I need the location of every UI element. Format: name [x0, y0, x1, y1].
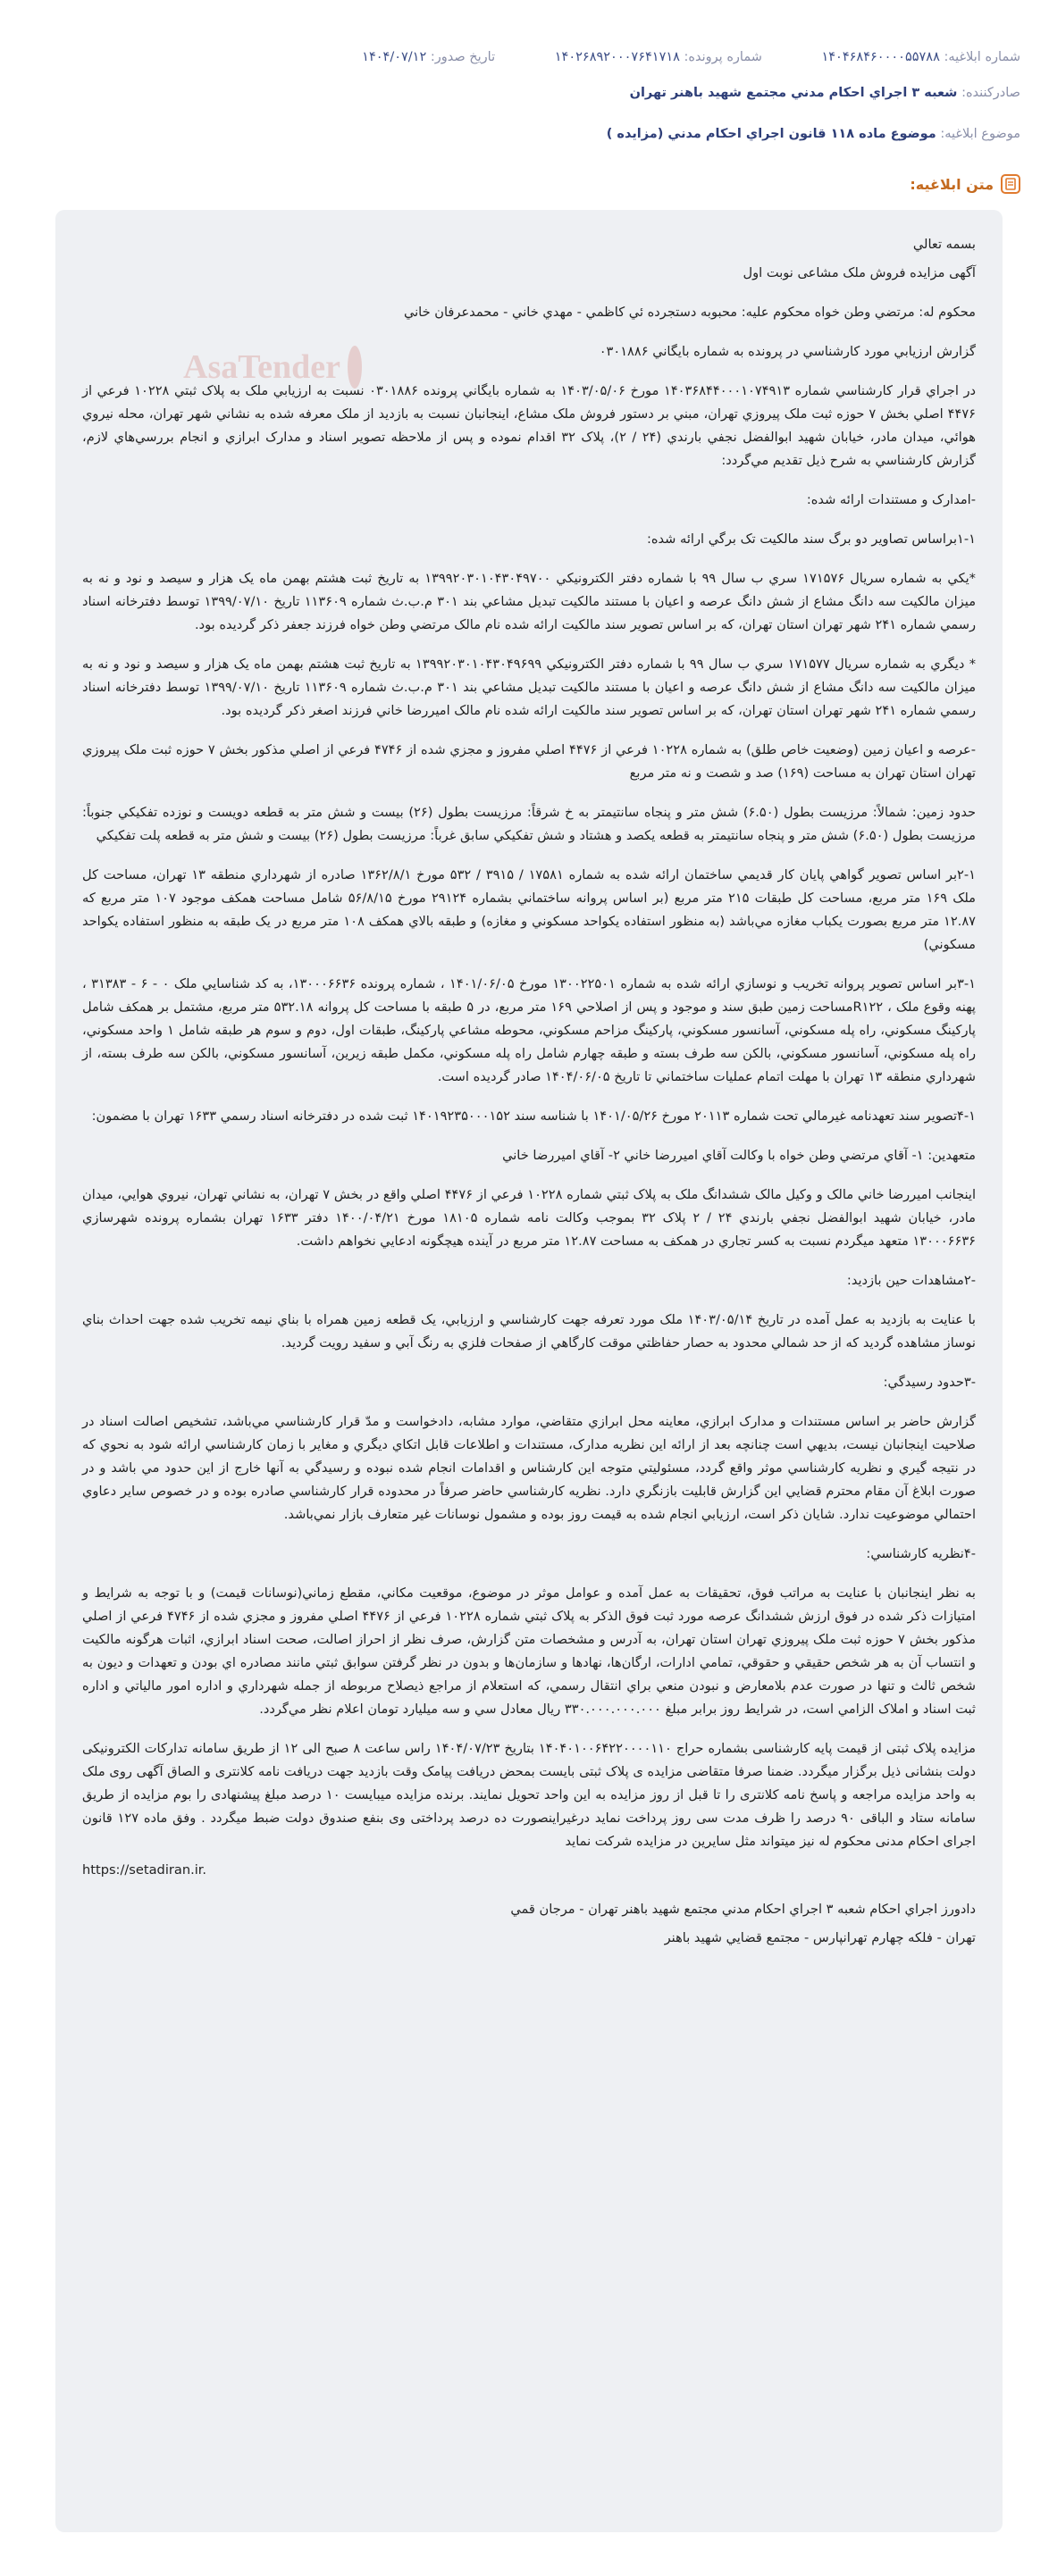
- notice-number-label: شماره ابلاغیه:: [944, 50, 1020, 64]
- body-paragraph-address: تهران - فلکه چهارم تهرانپارس - مجتمع قضايي شهيد باهنر: [664, 1930, 976, 1945]
- body-paragraph-headline: آگهی مزايده فروش ملک مشاعی نوبت اول: [743, 265, 976, 280]
- document-icon: [1001, 174, 1020, 194]
- body-paragraph-permit: ۳-۱بر اساس تصوير پروانه تخريب و نوسازي ارائه شده به شماره ۱۳۰۰۲۲۵۰۱ مورخ ۱۴۰۱/۰۶/۰۵ ، شماره پرونده ۱۳۰۰۰۶۶۳۶، به کد شناسايي ملک ۰ - ۶ - ۳۱۳۸۳ ، پهنه وقوع ملک ، R۱۲۲مساحت زمين طبق سند و موجود و پس از اصلاحي ۱۶۹ متر مربع، در ۵ طبقه با مساحت کل پروانه ۵۳۲.۱۸ متر مربع، مشتمل بر همکف شامل پارکينگ مسکوني، راه پله مسکوني، آسانسور مسکوني، پارکينگ مزاحم مسکوني، محوطه مشاعي پارکينگ، طبقات اول، دوم و سوم هر طبقه شامل ۱ واحد مسکوني، راه پله مسکوني، آسانسور مسکوني، بالکن سه طرف بسته و طبقه چهارم شامل راه پله مسکوني، مکمل طبقه زيرين، آسانسور مسکوني، بالکن سه طرف بسته، از شهرداري منطقه ۱۳ تهران با مهلت اتمام عمليات ساختماني تا تاريخ ۱۴۰۴/۰۶/۰۵ صادر گرديده است.: [82, 976, 976, 1084]
- case-number-label: شماره پرونده:: [684, 50, 762, 64]
- setadiran-link-text[interactable]: https://setadiran.ir.: [82, 1862, 207, 1878]
- body-paragraph-intro: در اجراي قرار کارشناسي شماره ۱۴۰۳۶۸۴۴۰۰۰۱۰۷۴۹۱۳ مورخ ۱۴۰۳/۰۵/۰۶ به شماره بايگاني پرونده ۰۳۰۱۸۸۶ نسبت به ارزيابي ملک به پلاک ثبتي ۱۰۲۲۸ فرعي از ۴۴۷۶ اصلي بخش ۷ حوزه ثبت ملک پيروزي تهران، مبني بر دستور فروش ملک مشاع، اينجانبان نسبت به بازديد از ملک معرفه شده به نشاني شهر تهران، محله نيروي هوائي، ميدان مادر، خيابان شهيد ابوالفضل نجفي بارندي (۲۴ / ۲)، پلاک ۳۲ اقدام نموده و پس از ملاحظه تصوير اسناد و مدارک ابرازي و انجام بررسي‌هاي لازم، گزارش کارشناسي به شرح ذيل تقديم مي‌گردد:: [82, 383, 977, 468]
- issuer-value: شعبه ۳ اجراي احكام مدني مجتمع شهيد باهنر تهران: [629, 86, 958, 100]
- body-paragraph-report-ref: گزارش ارزيابي مورد کارشناسي در پرونده به شماره بايگاني ۰۳۰۱۸۸۶: [599, 344, 976, 359]
- body-paragraph-scope: گزارش حاضر بر اساس مستندات و مدارک ابرازي، معاينه محل ابرازي متقاضي، موارد مشابه، دادخواست و مدّ قرار کارشناسي مي‌باشد، تشخيص اصالت اسناد در صلاحيت اينجانبان نيست، بديهي است چنانچه بعد از ارائه اين نظريه مدارک، مستندات و اطلاعات قابل اتکاي ديگري و مغاير با زمان کارشناسي ارائه شود به نحوي که در نتيجه گيري و نظريه کارشناسي موثر واقع گردد، مسئوليتي متوجه اين کارشناس و اقدامات انجام شده نبوده و رسيدگي به آنها خارج از اين حدود مي باشد و در صورت ابلاغ آن مقام محترم قضايي اين گزارش قابليت بازنگري دارد. نظريه کارشناسي حاضر صرفاً در محدوده قرار کارشناسي صادره بوده و در خصوص ساير دعاوي احتمالي موضوعيت ندارد. شايان ذکر است، ارزيابي انجام شده به قيمت روز بوده و مشمول نوسانات غير متعارف بازار نمي‌باشد.: [82, 1414, 976, 1522]
- issuer-row: [630, 86, 1020, 100]
- body-paragraph-deed-2: * ديگري به شماره سريال ۱۷۱۵۷۷ سري ب سال ۹۹ با شماره دفتر الکترونيکي ۱۳۹۹۲۰۳۰۱۰۴۳۰۴۹۶۹۹ به تاريخ ثبت هشتم بهمن ماه يک هزار و سيصد و نود و نه به ميزان مالکيت سه دانگ مشاع از شش دانگ عرصه و اعيان با مستند مالکيت تبديل مشاعي بند ۳۰۱ م.ب.ث شماره ۱۱۳۶۰۹ تاريخ ۱۳۹۹/۰۷/۱۰ توسط دفترخانه اسناد رسمي شماره ۲۴۱ شهر تهران استان تهران، که بر اساس تصوير سند مالکيت ارائه شده نام مالک اميررضا خاني فرزند اصغر ذکر گرديده بود.: [82, 657, 977, 718]
- body-paragraph-completion-cert: ۲-۱بر اساس تصوير گواهي پايان کار قديمي ساختمان ارائه شده به شماره ۱۷۵۸۱ / ۳۹۱۵ / ۵۳۲ مورخ ۱۳۶۲/۸/۱ صادره از شهرداري منطقه ۱۳ تهران، مساحت کل ملک ۱۶۹ متر مربع، مساحت کل طبقات ۲۱۵ متر مربع (بر اساس پروانه ساختماني بشماره ۲۹۱۲۴ مورخ ۵۶/۸/۱۵ شامل مساحت همکف موجود ۱۰۷ متر مربع که ۱۲.۸۷ متر مربع بصورت يکباب مغازه مي‌باشد (به منظور استفاده يکواحد مسکوني و مغازه) و طبقه بالاي همکف ۱۰۸ متر مربع در يک طبقه به منظور استفاده يکواحد مسکوني): [82, 867, 976, 952]
- body-paragraph-undertaking: ۴-۱تصوير سند تعهدنامه غيرمالي تحت شماره ۲۰۱۱۳ مورخ ۱۴۰۱/۰۵/۲۶ با شناسه سند ۱۴۰۱۹۲۳۵۰۰۰۱۵۲ ثبت شده در دفترخانه اسناد رسمي ۱۶۳۳ تهران با مضمون:: [91, 1108, 976, 1124]
- issue-date-label: تاریخ صدور:: [430, 50, 496, 64]
- subject-value: موضوع ماده ۱۱۸ قانون اجراي احكام مدني (مزايده ): [606, 127, 936, 141]
- body-paragraph-undertakers: متعهدين: ۱- آقاي مرتضي وطن خواه با وکالت آقاي اميررضا خاني ۲- آقاي اميررضا خاني: [502, 1148, 976, 1163]
- case-number-field: [555, 50, 762, 64]
- body-paragraph-deeds-heading: ۱-۱براساس تصاوير دو برگ سند مالکيت تک برگي ارائه شده:: [646, 531, 976, 547]
- body-paragraph-scope-heading: -۳حدود رسيدگي:: [883, 1375, 976, 1390]
- case-number-value: ۱۴۰۲۶۸۹۲۰۰۰۷۶۴۱۷۱۸: [554, 50, 680, 64]
- notice-body: [55, 210, 1003, 2532]
- body-paragraph-visit: با عنايت به بازديد به عمل آمده در تاريخ ۱۴۰۳/۰۵/۱۴ ملک مورد تعرفه جهت کارشناسي و ارزيابي، يک قطعه زمين همراه با بناي نيمه تخريب شده جهت احداث بناي نوساز مشاهده گرديد که از حد شمالي محدود به حصار حفاظتي موقت کارگاهي از صفحات فلزي به رنگ آبي و سفيد رويت گرديد.: [82, 1312, 976, 1351]
- notice-text-heading: [910, 174, 1020, 194]
- issue-date-field: [362, 50, 495, 64]
- notice-text-title: متن ابلاغیه:: [910, 175, 994, 193]
- body-paragraph-undertaking-text: اينجانب اميررضا خاني مالک و وکيل مالک ششدانگ ملک به پلاک ثبتي شماره ۱۰۲۲۸ فرعي از ۴۴۷۶ اصلي واقع در بخش ۷ تهران، به نشاني تهران، نيروي هوايي، ميدان مادر، خيابان شهيد ابوالفضل نجفي بارندي ۲۴ / ۲ پلاک ۳۲ بموجب وکالت نامه شماره ۱۸۱۰۵ مورخ ۱۴۰۰/۰۴/۲۱ دفتر ۱۶۳۳ تهران بشماره پرونده شهرسازي ۱۳۰۰۰۶۶۳۶ متعهد ميگردم نسبت به کسر تجاري در همکف به مساحت ۱۲.۸۷ متر مربع در آينده هيچگونه ادعايي نخواهم داشت.: [82, 1187, 977, 1249]
- setadiran-link[interactable]: [82, 1859, 976, 1882]
- notice-number-value: ۱۴۰۴۶۸۴۶۰۰۰۰۵۵۷۸۸: [821, 50, 940, 64]
- body-paragraph-opinion: به نظر اينجانبان با عنايت به مراتب فوق، تحقيقات به عمل آمده و عوامل موثر در موضوع، موقعيت مکاني، مقطع زماني(نوسانات قيمت) و با توجه به شرايط و امتيازات ذکر شده در فوق ارزش ششدانگ عرصه مورد ثبت فوق الذکر به پلاک ثبتي شماره ۱۰۲۲۸ فرعي از ۴۴۷۶ اصلي مفروز و مجزي شده از ۴۷۴۶ فرعي از اصلي مذکور بخش ۷ حوزه ثبت ملک پيروزي تهران استان تهران، به آدرس و مشخصات متن گزارش، صرف نظر از احراز اصالت، صحت اسناد ابرازي، اثبات هرگونه مالکيت و انتساب آن به هر شخص حقيقي و حقوقي، تمامي ادارات، ارگان‌ها، نهادها و سازمان‌ها و بدون در نظر گرفتن سوابق ثبتي مانند مصادره اي بودن و تعهدات و ديون به شخص ثالث و تنها در صورت عدم بلامعارض و نبودن منعي براي انتقال رسمي، که استعلام از مراجع ذيصلاح مربوطه از جمله شهرداري و اداره امور مالياتي و اداره ثبت اسناد و املاک الزامي است، در شرايط روز برابر مبلغ ۳۳۰.۰۰۰.۰۰۰.۰۰۰ ريال معادل سي و سه ميليارد تومان اعلام نظر مي‌گردد.: [82, 1585, 976, 1717]
- body-paragraph-signature: دادورز اجراي احکام شعبه ۳ اجراي احکام مدني مجتمع شهيد باهنر تهران - مرجان قمي: [510, 1902, 976, 1917]
- body-paragraph-boundaries: حدود زمين: شمالاً: مرزيست بطول (۶.۵۰) شش متر و پنجاه سانتيمتر به خ شرقاً: مرزيست بطول (۲۶) بيست و شش متر به قطعه دويست و نوزده تفکيکي جنوباً: مرزيست بطول (۶.۵۰) شش متر و پنجاه سانتيمتر به قطعه يکصد و هشتاد و شش تفکيکي سابق غرباً: مرزيست بطول (۲۶) بيست و شش متر به قطعه پلت تفکيکي: [82, 805, 976, 843]
- body-paragraph-deed-1: *يکي به شماره سريال ۱۷۱۵۷۶ سري ب سال ۹۹ با شماره دفتر الکترونيکي ۱۳۹۹۲۰۳۰۱۰۴۳۰۴۹۷۰۰ به تاريخ ثبت هشتم بهمن ماه يک هزار و سيصد و نود و نه به ميزان مالکيت سه دانگ مشاع از شش دانگ عرصه و اعيان با مستند مالکيت تبديل مشاعي بند ۳۰۱ م.ب.ث شماره ۱۱۳۶۰۹ تاريخ ۱۳۹۹/۰۷/۱۰ توسط دفترخانه اسناد رسمي شماره ۲۴۱ شهر تهران استان تهران، که بر اساس تصوير سند مالکيت ارائه شده نام مالک مرتضي وطن خواه فرزند جعفر ذکر گرديده بود.: [82, 571, 977, 632]
- subject-label: موضوع ابلاغیه:: [940, 127, 1020, 141]
- body-paragraph-parties: محکوم له: مرتضي وطن خواه محکوم عليه: محبوبه دستجرده ئي کاظمي - مهدي خاني - محمدعرفان خاني: [403, 305, 976, 320]
- notice-meta-row: [362, 50, 1020, 64]
- issuer-label: صادرکننده:: [961, 86, 1020, 100]
- body-paragraph-auction: مزايده پلاک ثبتی از قيمت پايه کارشناسی بشماره حراج ۱۴۰۴۰۱۰۰۶۴۲۲۰۰۰۰۱۱۰ بتاريخ ۱۴۰۴/۰۷/۲۳ راس ساعت ۸ صبح الی ۱۲ از طريق سامانه تدارکات الکترونيکی دولت بنشانی ذيل برگزار ميگردد. ضمنا صرفا متقاضی مزايده ی پلاک ثبتی بايست بمحض دريافت پيامک وقت بازديد جهت دريافت نامه کلانتری و الصاق آگهی روی ملک به واحد مزايده مراجعه و پاسخ نامه کلانتری را تا قبل از روز مزايده به اين واحد تحويل نمايند. برنده مزايده ميبايست ۱۰ درصد مبلغ پيشنهادی را بوم مزايده از طريق سامانه ستاد و الباقی ۹۰ درصد را ظرف مدت سی روز پرداخت نمايد درغيراينصورت ده درصد پرداختی وی بنفع صندوق دولت ضبط ميگردد . وفق ماده ۱۲۷ قانون اجرای احکام مدنی محکوم له نيز ميتواند مثل سايرين در مزايده شرکت نمايد: [82, 1741, 976, 1849]
- body-paragraph-basmala: بسمه تعالي: [912, 237, 976, 252]
- notice-number-field: [821, 50, 1020, 64]
- body-paragraph-opinion-heading: -۴نظريه کارشناسي:: [866, 1546, 976, 1561]
- subject-row: [607, 127, 1020, 141]
- body-paragraph-visit-heading: -۲مشاهدات حين بازديد:: [846, 1273, 976, 1288]
- body-paragraph-docs-heading: -امدارک و مستندات ارائه شده:: [806, 492, 976, 507]
- body-paragraph-land: -عرصه و اعيان زمين (وضعيت خاص طلق) به شماره ۱۰۲۲۸ فرعي از ۴۴۷۶ اصلي مفروز و مجزي شده از ۴۷۴۶ فرعي از اصلي مذکور بخش ۷ حوزه ثبت ملک پيروزي تهران استان تهران به مساحت (۱۶۹) صد و شصت و نه متر مربع: [82, 742, 976, 781]
- issue-date-value: ۱۴۰۴/۰۷/۱۲: [362, 50, 427, 64]
